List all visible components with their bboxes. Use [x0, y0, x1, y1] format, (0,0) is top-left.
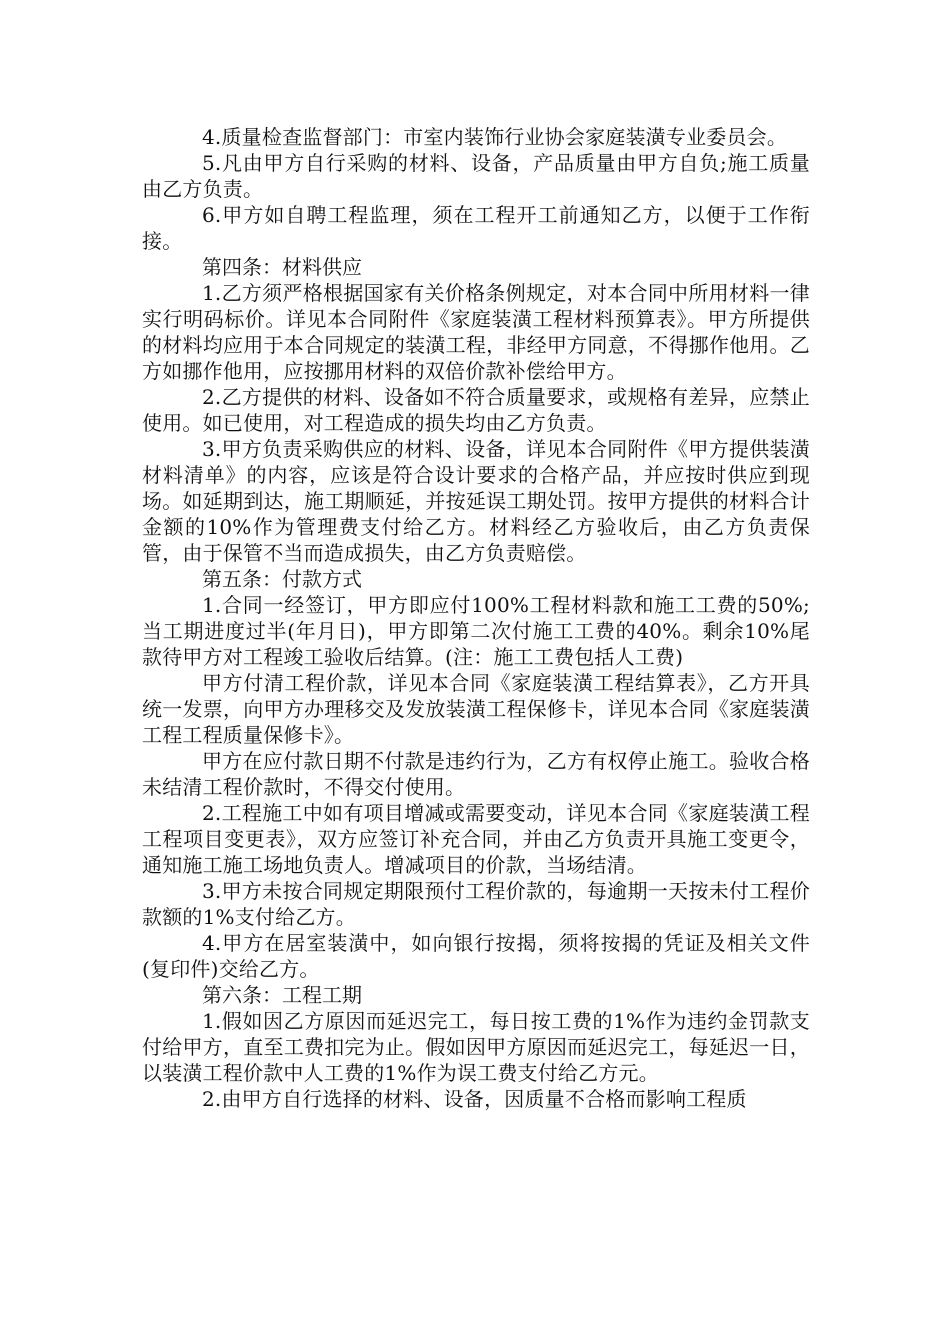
paragraph-delay-penalty: 1.假如因乙方原因而延迟完工，每日按工费的1%作为违约金罚款支付给甲方，直至工费扣完为止。假如因甲方原因而延迟完工，每延迟一日，以装潢工程价款中人工费的1%作为误工费支付给乙方元。	[142, 1009, 810, 1085]
document-page	[142, 124, 810, 1112]
paragraph-overdue-penalty: 3.甲方未按合同规定期限预付工程价款的，每逾期一天按未付工程价款额的1%支付给乙方。	[142, 879, 810, 929]
paragraph-project-supervisor: 6.甲方如自聘工程监理，须在工程开工前通知乙方，以便于工作衔接。	[142, 203, 810, 253]
paragraph-late-payment: 甲方在应付款日期不付款是违约行为，乙方有权停止施工。验收合格未结清工程价款时，不得交付使用。	[142, 749, 810, 799]
section-heading-article-5: 第五条：付款方式	[202, 567, 362, 591]
paragraph-quality-supervision: 4.质量检查监督部门：市室内装饰行业协会家庭装潢专业委员会。	[202, 125, 788, 149]
section-heading-article-4: 第四条：材料供应	[202, 255, 362, 279]
paragraph-material-defects: 2.由甲方自行选择的材料、设备，因质量不合格而影响工程质	[202, 1087, 747, 1111]
paragraph-project-changes: 2.工程施工中如有项目增减或需要变动，详见本合同《家庭装潢工程工程项目变更表》，双方应签订补充合同，并由乙方负责开具施工变更令，通知施工施工场地负责人。增减项目的价款，当场结清。	[142, 801, 810, 877]
paragraph-payment-schedule: 1.合同一经签订，甲方即应付100%工程材料款和施工工费的50%;当工期进度过半(年月日)，甲方即第二次付施工工费的40%。剩余10%尾款待甲方对工程竣工验收后结算。(注：施工工费包括人工费)	[142, 593, 810, 669]
paragraph-mortgage-documents: 4.甲方在居室装潢中，如向银行按揭，须将按揭的凭证及相关文件(复印件)交给乙方。	[142, 931, 810, 981]
paragraph-materials-responsibility: 5.凡由甲方自行采购的材料、设备，产品质量由甲方自负;施工质量由乙方负责。	[142, 151, 810, 201]
section-heading-article-6: 第六条：工程工期	[202, 983, 362, 1007]
paragraph-payment-settlement: 甲方付清工程价款，详见本合同《家庭装潢工程结算表》，乙方开具统一发票，向甲方办理移交及发放装潢工程保修卡，详见本合同《家庭装潢工程工程质量保修卡》。	[142, 671, 810, 747]
paragraph-material-quality: 2.乙方提供的材料、设备如不符合质量要求，或规格有差异，应禁止使用。如已使用，对工程造成的损失均由乙方负责。	[142, 385, 810, 435]
paragraph-party-a-materials: 3.甲方负责采购供应的材料、设备，详见本合同附件《甲方提供装潢材料清单》的内容，应该是符合设计要求的合格产品，并应按时供应到现场。如延期到达，施工期顺延，并按延误工期处罚。按甲方提供的材料合计金额的10%作为管理费支付给乙方。材料经乙方验收后，由乙方负责保管，由于保管不当而造成损失，由乙方负责赔偿。	[142, 437, 810, 565]
paragraph-material-pricing: 1.乙方须严格根据国家有关价格条例规定，对本合同中所用材料一律实行明码标价。详见本合同附件《家庭装潢工程材料预算表》。甲方所提供的材料均应用于本合同规定的装潢工程，非经甲方同意，不得挪作他用。乙方如挪作他用，应按挪用材料的双倍价款补偿给甲方。	[142, 281, 810, 383]
